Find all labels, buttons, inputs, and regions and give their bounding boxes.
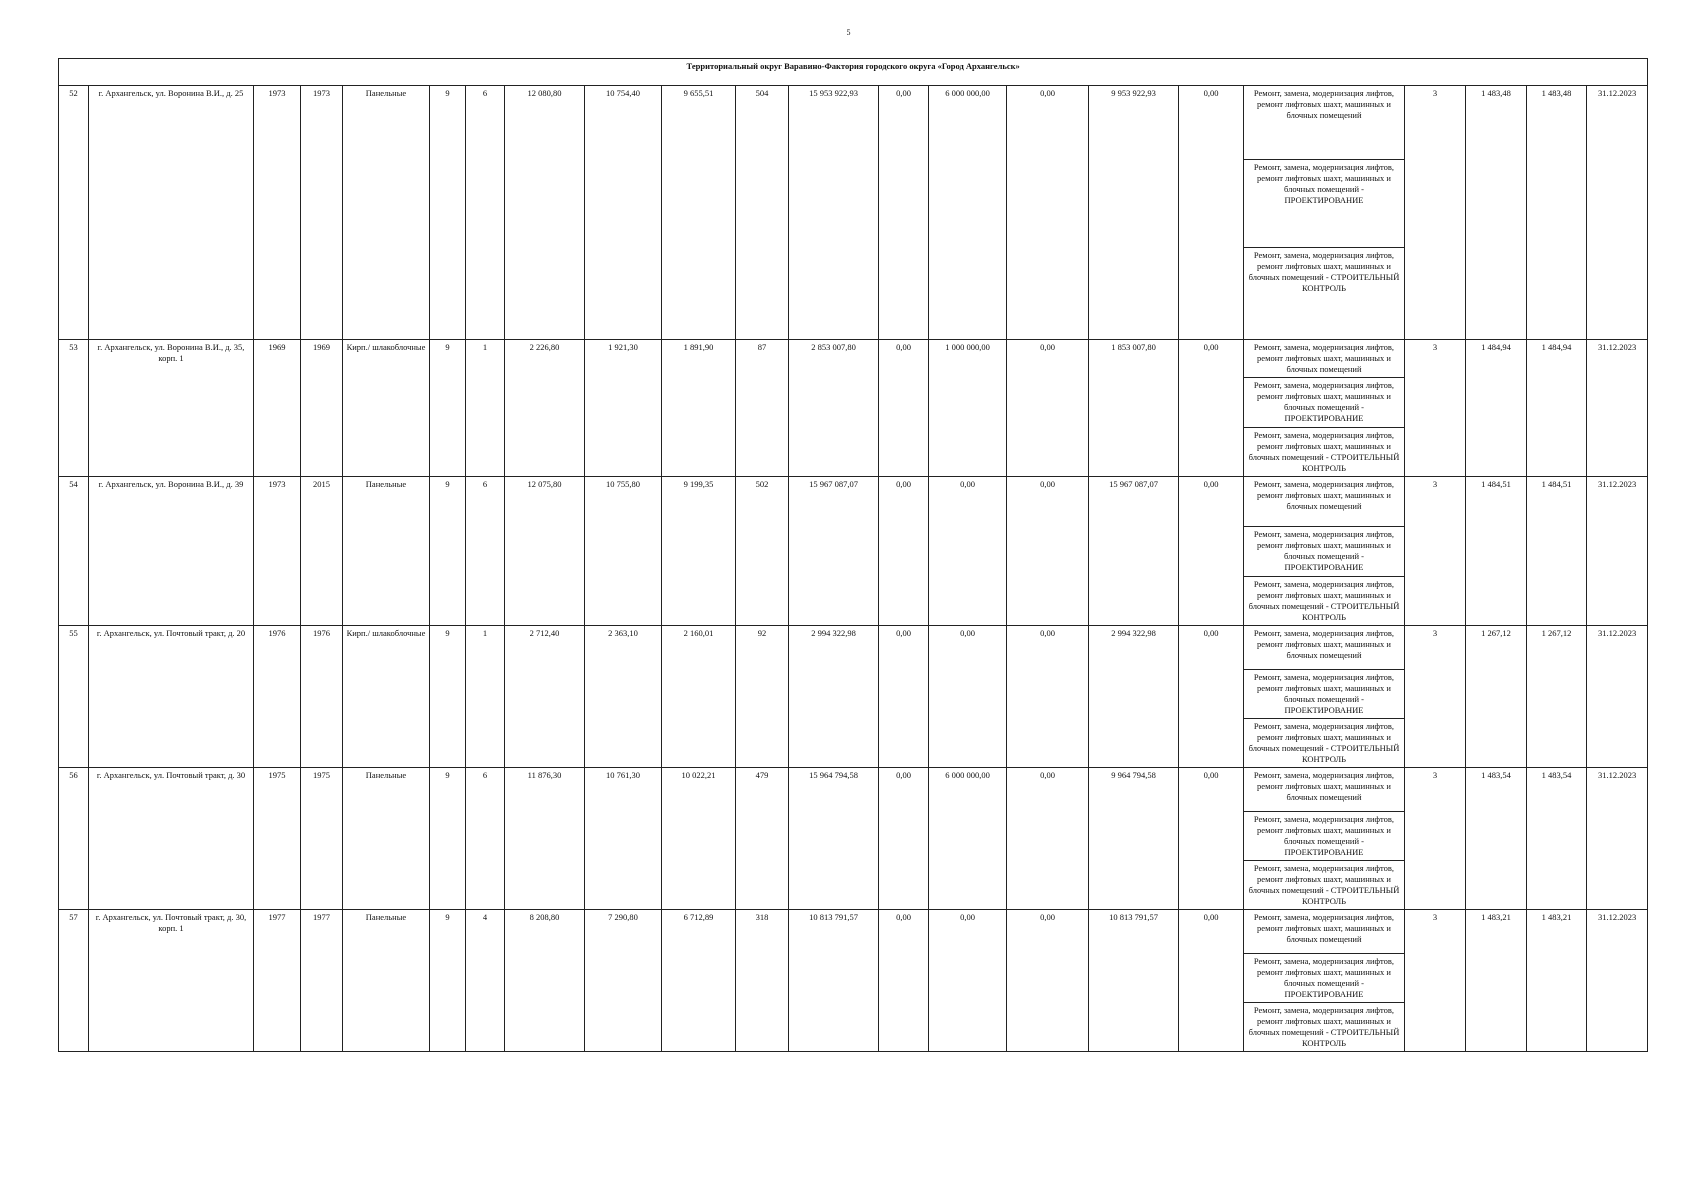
row-number: 52 bbox=[59, 86, 89, 340]
floors: 9 bbox=[430, 477, 466, 626]
build-year: 1973 bbox=[254, 86, 301, 340]
table-row bbox=[59, 86, 1648, 160]
build-year: 1973 bbox=[254, 477, 301, 626]
cost-local: 0,00 bbox=[1007, 626, 1089, 768]
section-title: Территориальный округ Варавино-Фактория городского округа «Город Архангельск» bbox=[59, 59, 1648, 86]
floors: 9 bbox=[430, 626, 466, 768]
cost-budget: 0,00 bbox=[929, 910, 1007, 1052]
table-row bbox=[59, 768, 1648, 812]
residents: 92 bbox=[736, 626, 789, 768]
cost-local: 0,00 bbox=[1007, 340, 1089, 477]
last-repair-year: 2015 bbox=[301, 477, 343, 626]
address-cell: г. Архангельск, ул. Воронина В.И., д. 25 bbox=[89, 86, 254, 340]
cost-owners: 2 994 322,98 bbox=[1089, 626, 1179, 768]
unit-cost: 1 484,51 bbox=[1466, 477, 1527, 626]
wall-material: Кирп./ шлакоблочные bbox=[343, 340, 430, 477]
work-type-cell: Ремонт, замена, модернизация лифтов, ремонт лифтовых шахт, машинных и блочных помещений bbox=[1244, 86, 1405, 160]
work-type-cell: Ремонт, замена, модернизация лифтов, ремонт лифтовых шахт, машинных и блочных помещений bbox=[1244, 768, 1405, 812]
living-area: 10 755,80 bbox=[585, 477, 662, 626]
last-repair-year: 1969 bbox=[301, 340, 343, 477]
wall-material: Панельные bbox=[343, 477, 430, 626]
work-type-cell: Ремонт, замена, модернизация лифтов, ремонт лифтовых шахт, машинных и блочных помещений - ПРОЕКТИРОВАНИЕ bbox=[1244, 160, 1405, 248]
page-number: 5 bbox=[846, 28, 851, 37]
cost-other: 0,00 bbox=[1179, 626, 1244, 768]
cost-budget: 0,00 bbox=[929, 477, 1007, 626]
owned-area: 9 199,35 bbox=[662, 477, 736, 626]
work-type-cell: Ремонт, замена, модернизация лифтов, ремонт лифтовых шахт, машинных и блочных помещений - СТРОИТЕЛЬНЫЙ КОНТРОЛЬ bbox=[1244, 577, 1405, 626]
table-row bbox=[59, 626, 1648, 670]
wall-material: Кирп./ шлакоблочные bbox=[343, 626, 430, 768]
residents: 504 bbox=[736, 86, 789, 340]
total-area: 11 876,30 bbox=[505, 768, 585, 910]
build-year: 1975 bbox=[254, 768, 301, 910]
living-area: 2 363,10 bbox=[585, 626, 662, 768]
owned-area: 9 655,51 bbox=[662, 86, 736, 340]
work-type-cell: Ремонт, замена, модернизация лифтов, ремонт лифтовых шахт, машинных и блочных помещений - СТРОИТЕЛЬНЫЙ КОНТРОЛЬ bbox=[1244, 719, 1405, 768]
cost-other: 0,00 bbox=[1179, 340, 1244, 477]
wall-material: Панельные bbox=[343, 86, 430, 340]
lift-count: 3 bbox=[1405, 910, 1466, 1052]
cost-budget: 0,00 bbox=[929, 626, 1007, 768]
max-unit-cost: 1 267,12 bbox=[1527, 626, 1587, 768]
entrances: 4 bbox=[466, 910, 505, 1052]
owned-area: 10 022,21 bbox=[662, 768, 736, 910]
floors: 9 bbox=[430, 86, 466, 340]
last-repair-year: 1977 bbox=[301, 910, 343, 1052]
total-cost: 10 813 791,57 bbox=[789, 910, 879, 1052]
residents: 502 bbox=[736, 477, 789, 626]
address-cell: г. Архангельск, ул. Почтовый тракт, д. 30 bbox=[89, 768, 254, 910]
deadline-date: 31.12.2023 bbox=[1587, 626, 1648, 768]
work-type-cell: Ремонт, замена, модернизация лифтов, ремонт лифтовых шахт, машинных и блочных помещений bbox=[1244, 626, 1405, 670]
cost-budget: 6 000 000,00 bbox=[929, 768, 1007, 910]
total-area: 8 208,80 bbox=[505, 910, 585, 1052]
table-row bbox=[59, 477, 1648, 527]
cost-fund: 0,00 bbox=[879, 626, 929, 768]
row-number: 55 bbox=[59, 626, 89, 768]
wall-material: Панельные bbox=[343, 910, 430, 1052]
cost-other: 0,00 bbox=[1179, 768, 1244, 910]
cost-local: 0,00 bbox=[1007, 477, 1089, 626]
unit-cost: 1 267,12 bbox=[1466, 626, 1527, 768]
deadline-date: 31.12.2023 bbox=[1587, 86, 1648, 340]
lift-count: 3 bbox=[1405, 340, 1466, 477]
unit-cost: 1 484,94 bbox=[1466, 340, 1527, 477]
entrances: 1 bbox=[466, 340, 505, 477]
cost-budget: 1 000 000,00 bbox=[929, 340, 1007, 477]
total-cost: 15 967 087,07 bbox=[789, 477, 879, 626]
cost-owners: 9 964 794,58 bbox=[1089, 768, 1179, 910]
row-number: 53 bbox=[59, 340, 89, 477]
work-type-cell: Ремонт, замена, модернизация лифтов, ремонт лифтовых шахт, машинных и блочных помещений - ПРОЕКТИРОВАНИЕ bbox=[1244, 812, 1405, 861]
row-number: 57 bbox=[59, 910, 89, 1052]
cost-owners: 10 813 791,57 bbox=[1089, 910, 1179, 1052]
capital-repair-table bbox=[58, 58, 1648, 1052]
work-type-cell: Ремонт, замена, модернизация лифтов, ремонт лифтовых шахт, машинных и блочных помещений - СТРОИТЕЛЬНЫЙ КОНТРОЛЬ bbox=[1244, 248, 1405, 340]
total-cost: 2 994 322,98 bbox=[789, 626, 879, 768]
floors: 9 bbox=[430, 340, 466, 477]
build-year: 1976 bbox=[254, 626, 301, 768]
lift-count: 3 bbox=[1405, 768, 1466, 910]
table-row bbox=[59, 910, 1648, 954]
address-cell: г. Архангельск, ул. Почтовый тракт, д. 20 bbox=[89, 626, 254, 768]
owned-area: 6 712,89 bbox=[662, 910, 736, 1052]
total-cost: 15 953 922,93 bbox=[789, 86, 879, 340]
residents: 479 bbox=[736, 768, 789, 910]
cost-other: 0,00 bbox=[1179, 86, 1244, 340]
work-type-cell: Ремонт, замена, модернизация лифтов, ремонт лифтовых шахт, машинных и блочных помещений - ПРОЕКТИРОВАНИЕ bbox=[1244, 954, 1405, 1003]
cost-fund: 0,00 bbox=[879, 910, 929, 1052]
unit-cost: 1 483,54 bbox=[1466, 768, 1527, 910]
total-cost: 15 964 794,58 bbox=[789, 768, 879, 910]
total-area: 12 080,80 bbox=[505, 86, 585, 340]
max-unit-cost: 1 483,21 bbox=[1527, 910, 1587, 1052]
deadline-date: 31.12.2023 bbox=[1587, 477, 1648, 626]
work-type-cell: Ремонт, замена, модернизация лифтов, ремонт лифтовых шахт, машинных и блочных помещений - ПРОЕКТИРОВАНИЕ bbox=[1244, 670, 1405, 719]
build-year: 1969 bbox=[254, 340, 301, 477]
entrances: 1 bbox=[466, 626, 505, 768]
work-type-cell: Ремонт, замена, модернизация лифтов, ремонт лифтовых шахт, машинных и блочных помещений bbox=[1244, 910, 1405, 954]
address-cell: г. Архангельск, ул. Почтовый тракт, д. 30, корп. 1 bbox=[89, 910, 254, 1052]
entrances: 6 bbox=[466, 768, 505, 910]
cost-owners: 1 853 007,80 bbox=[1089, 340, 1179, 477]
work-type-cell: Ремонт, замена, модернизация лифтов, ремонт лифтовых шахт, машинных и блочных помещений - ПРОЕКТИРОВАНИЕ bbox=[1244, 527, 1405, 577]
total-area: 2 226,80 bbox=[505, 340, 585, 477]
living-area: 10 761,30 bbox=[585, 768, 662, 910]
last-repair-year: 1973 bbox=[301, 86, 343, 340]
cost-owners: 9 953 922,93 bbox=[1089, 86, 1179, 340]
cost-local: 0,00 bbox=[1007, 768, 1089, 910]
living-area: 1 921,30 bbox=[585, 340, 662, 477]
entrances: 6 bbox=[466, 86, 505, 340]
cost-owners: 15 967 087,07 bbox=[1089, 477, 1179, 626]
living-area: 7 290,80 bbox=[585, 910, 662, 1052]
residents: 87 bbox=[736, 340, 789, 477]
work-type-cell: Ремонт, замена, модернизация лифтов, ремонт лифтовых шахт, машинных и блочных помещений - СТРОИТЕЛЬНЫЙ КОНТРОЛЬ bbox=[1244, 861, 1405, 910]
row-number: 54 bbox=[59, 477, 89, 626]
cost-fund: 0,00 bbox=[879, 768, 929, 910]
last-repair-year: 1975 bbox=[301, 768, 343, 910]
work-type-cell: Ремонт, замена, модернизация лифтов, ремонт лифтовых шахт, машинных и блочных помещений bbox=[1244, 477, 1405, 527]
owned-area: 2 160,01 bbox=[662, 626, 736, 768]
floors: 9 bbox=[430, 768, 466, 910]
address-cell: г. Архангельск, ул. Воронина В.И., д. 39 bbox=[89, 477, 254, 626]
unit-cost: 1 483,21 bbox=[1466, 910, 1527, 1052]
lift-count: 3 bbox=[1405, 626, 1466, 768]
total-area: 2 712,40 bbox=[505, 626, 585, 768]
cost-other: 0,00 bbox=[1179, 477, 1244, 626]
build-year: 1977 bbox=[254, 910, 301, 1052]
deadline-date: 31.12.2023 bbox=[1587, 910, 1648, 1052]
work-type-cell: Ремонт, замена, модернизация лифтов, ремонт лифтовых шахт, машинных и блочных помещений bbox=[1244, 340, 1405, 378]
floors: 9 bbox=[430, 910, 466, 1052]
cost-fund: 0,00 bbox=[879, 340, 929, 477]
row-number: 56 bbox=[59, 768, 89, 910]
lift-count: 3 bbox=[1405, 477, 1466, 626]
max-unit-cost: 1 483,48 bbox=[1527, 86, 1587, 340]
entrances: 6 bbox=[466, 477, 505, 626]
cost-fund: 0,00 bbox=[879, 477, 929, 626]
deadline-date: 31.12.2023 bbox=[1587, 768, 1648, 910]
residents: 318 bbox=[736, 910, 789, 1052]
cost-fund: 0,00 bbox=[879, 86, 929, 340]
cost-local: 0,00 bbox=[1007, 86, 1089, 340]
max-unit-cost: 1 484,51 bbox=[1527, 477, 1587, 626]
work-type-cell: Ремонт, замена, модернизация лифтов, ремонт лифтовых шахт, машинных и блочных помещений - ПРОЕКТИРОВАНИЕ bbox=[1244, 378, 1405, 428]
max-unit-cost: 1 484,94 bbox=[1527, 340, 1587, 477]
last-repair-year: 1976 bbox=[301, 626, 343, 768]
living-area: 10 754,40 bbox=[585, 86, 662, 340]
total-area: 12 075,80 bbox=[505, 477, 585, 626]
owned-area: 1 891,90 bbox=[662, 340, 736, 477]
unit-cost: 1 483,48 bbox=[1466, 86, 1527, 340]
wall-material: Панельные bbox=[343, 768, 430, 910]
work-type-cell: Ремонт, замена, модернизация лифтов, ремонт лифтовых шахт, машинных и блочных помещений - СТРОИТЕЛЬНЫЙ КОНТРОЛЬ bbox=[1244, 428, 1405, 477]
work-type-cell: Ремонт, замена, модернизация лифтов, ремонт лифтовых шахт, машинных и блочных помещений - СТРОИТЕЛЬНЫЙ КОНТРОЛЬ bbox=[1244, 1003, 1405, 1052]
deadline-date: 31.12.2023 bbox=[1587, 340, 1648, 477]
table-row bbox=[59, 340, 1648, 378]
cost-other: 0,00 bbox=[1179, 910, 1244, 1052]
max-unit-cost: 1 483,54 bbox=[1527, 768, 1587, 910]
cost-budget: 6 000 000,00 bbox=[929, 86, 1007, 340]
address-cell: г. Архангельск, ул. Воронина В.И., д. 35, корп. 1 bbox=[89, 340, 254, 477]
lift-count: 3 bbox=[1405, 86, 1466, 340]
cost-local: 0,00 bbox=[1007, 910, 1089, 1052]
total-cost: 2 853 007,80 bbox=[789, 340, 879, 477]
